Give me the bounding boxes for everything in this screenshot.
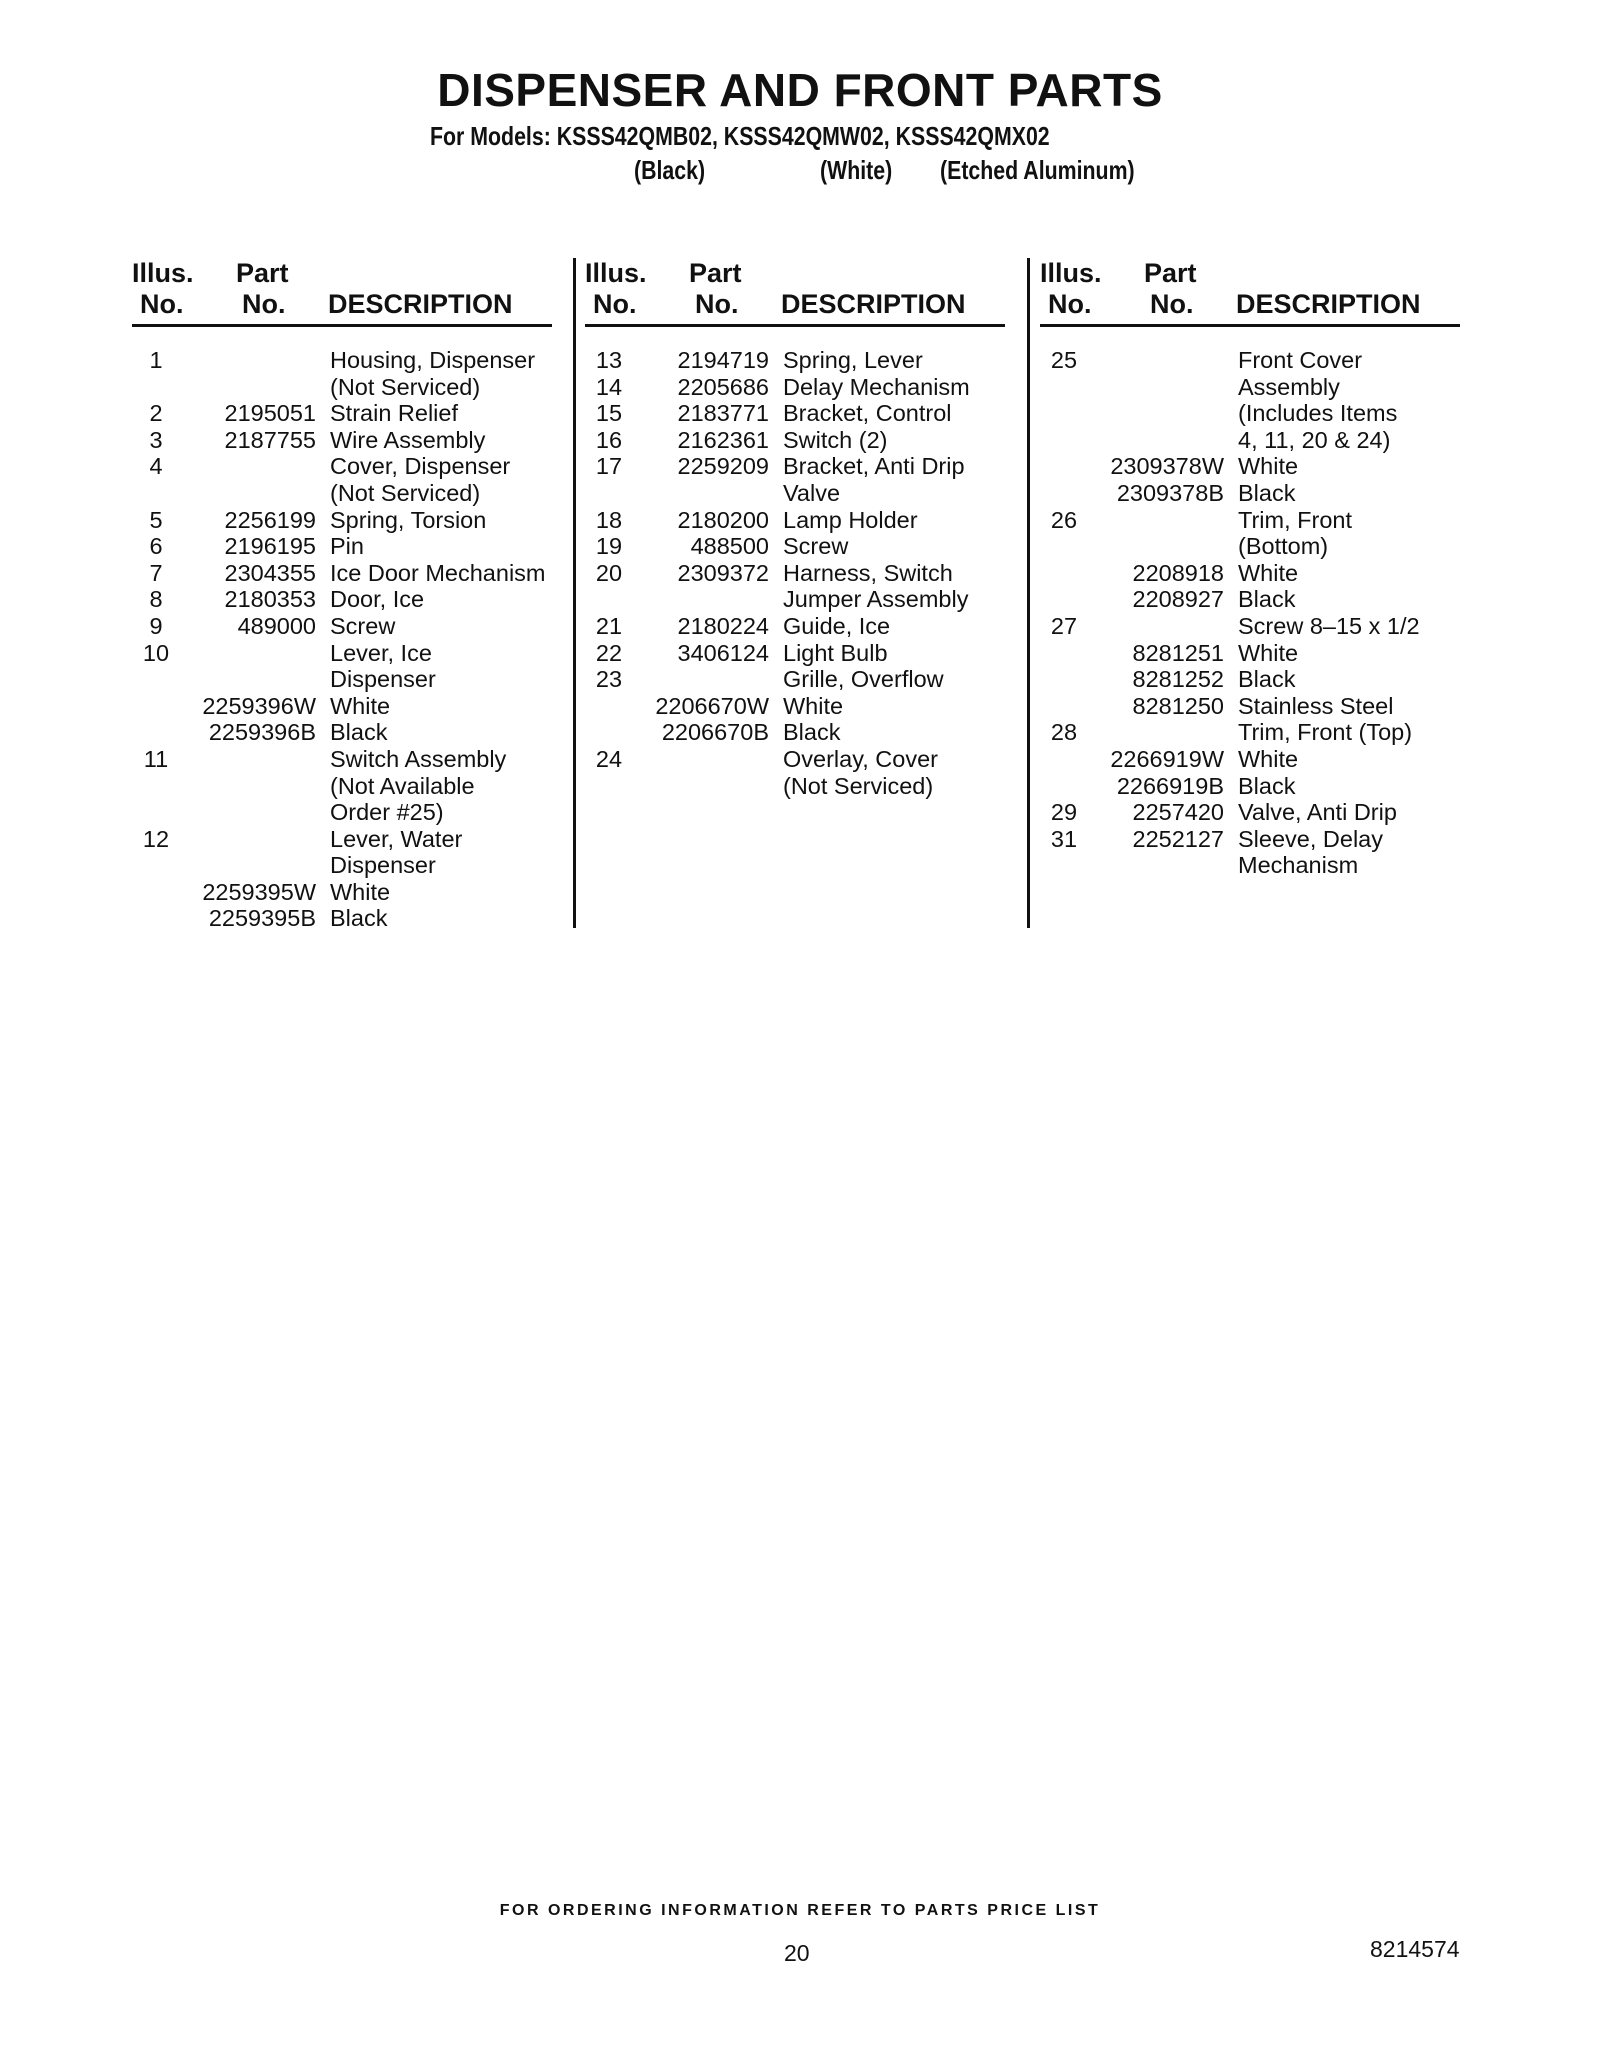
models-subtitle: For Models: KSSS42QMB02, KSSS42QMW02, KSSS42QMX02 <box>430 121 1050 151</box>
table-row <box>132 533 552 560</box>
header-part-no: No. <box>695 289 739 319</box>
part-description: Lamp Holder <box>783 506 918 533</box>
part-number: 2196195 <box>224 533 316 560</box>
part-description: Assembly <box>1238 373 1340 400</box>
table-row <box>585 427 1005 454</box>
illus-number: 24 <box>595 745 623 772</box>
part-description: Screw 8–15 x 1/2 <box>1238 612 1420 639</box>
part-description: Switch (2) <box>783 426 888 453</box>
part-description: Light Bulb <box>783 639 888 666</box>
table-row <box>1040 773 1460 800</box>
table-row <box>585 666 1005 693</box>
part-number: 488500 <box>690 533 769 560</box>
header-part-no: No. <box>242 289 286 319</box>
illus-number: 22 <box>595 639 623 666</box>
illus-number: 17 <box>595 453 623 480</box>
table-row <box>1040 666 1460 693</box>
illus-number: 5 <box>149 506 163 533</box>
part-number: 2180200 <box>677 506 769 533</box>
part-description: Lever, Water <box>330 825 463 852</box>
part-description: Strain Relief <box>330 400 458 427</box>
part-description: Valve, Anti Drip <box>1238 799 1397 826</box>
table-row <box>132 666 552 693</box>
part-description: Door, Ice <box>330 586 425 613</box>
table-row <box>585 613 1005 640</box>
illus-number: 31 <box>1050 825 1078 852</box>
part-description: Black <box>1238 586 1296 613</box>
illus-number: 15 <box>595 400 623 427</box>
illus-number: 10 <box>142 639 170 666</box>
illus-number: 12 <box>142 825 170 852</box>
part-description: Black <box>783 719 841 746</box>
illus-number: 19 <box>595 533 623 560</box>
table-row <box>1040 799 1460 826</box>
part-description: Screw <box>330 612 396 639</box>
part-number: 8281252 <box>1132 666 1224 693</box>
illus-number: 23 <box>595 666 623 693</box>
table-row <box>132 480 552 507</box>
table-row <box>1040 427 1460 454</box>
table-row <box>1040 640 1460 667</box>
part-number: 2259395W <box>202 878 316 905</box>
table-row <box>1040 480 1460 507</box>
table-row <box>1040 347 1460 374</box>
part-description: White <box>330 878 391 905</box>
part-number: 2162361 <box>677 426 769 453</box>
parts-column-3 <box>1040 258 1460 879</box>
part-number: 2259396W <box>202 692 316 719</box>
table-row <box>585 507 1005 534</box>
illus-number: 20 <box>595 559 623 586</box>
column-header <box>1040 258 1460 327</box>
document-number: 8214574 <box>1370 1936 1460 1962</box>
illus-number: 29 <box>1050 799 1078 826</box>
table-row <box>132 746 552 773</box>
part-description: Lever, Ice <box>330 639 432 666</box>
part-number: 2180353 <box>224 586 316 613</box>
table-row <box>585 746 1005 773</box>
part-number: 2259395B <box>208 905 316 932</box>
part-number: 2266919B <box>1116 772 1224 799</box>
part-number: 2309372 <box>677 559 769 586</box>
column-divider <box>573 258 576 928</box>
table-row <box>1040 746 1460 773</box>
part-number: 2206670W <box>655 692 769 719</box>
part-number: 2256199 <box>224 506 316 533</box>
table-row <box>1040 852 1460 879</box>
part-description: Stainless Steel <box>1238 692 1394 719</box>
part-description: Pin <box>330 533 364 560</box>
table-row <box>585 374 1005 401</box>
table-row <box>132 826 552 853</box>
illus-number: 4 <box>149 453 163 480</box>
color-black-label: (Black) <box>634 155 706 185</box>
part-description: Housing, Dispenser <box>330 347 536 373</box>
part-description: (Not Available <box>330 772 475 799</box>
header-description: DESCRIPTION <box>781 289 966 319</box>
table-row <box>585 719 1005 746</box>
part-description: Black <box>1238 666 1296 693</box>
part-description: Wire Assembly <box>330 426 486 453</box>
table-row <box>132 773 552 800</box>
part-description: Mechanism <box>1238 852 1359 879</box>
table-row <box>132 693 552 720</box>
part-number: 2183771 <box>677 400 769 427</box>
part-description: Spring, Torsion <box>330 506 487 533</box>
table-row <box>1040 560 1460 587</box>
illus-number: 11 <box>143 745 169 772</box>
part-description: (Bottom) <box>1238 533 1329 560</box>
header-illus-no: No. <box>593 289 637 319</box>
header-illus-no: No. <box>140 289 184 319</box>
table-row <box>132 613 552 640</box>
part-description: (Not Serviced) <box>330 479 481 506</box>
part-description: Grille, Overflow <box>783 666 944 693</box>
illus-number: 21 <box>595 612 623 639</box>
illus-number: 3 <box>149 426 163 453</box>
table-row <box>132 347 552 374</box>
part-number: 2304355 <box>224 559 316 586</box>
table-row <box>132 879 552 906</box>
illus-number: 8 <box>149 586 163 613</box>
parts-rows <box>132 347 552 932</box>
part-description: Ice Door Mechanism <box>330 559 546 586</box>
part-number: 2187755 <box>224 426 316 453</box>
table-row <box>1040 693 1460 720</box>
illus-number: 28 <box>1050 719 1078 746</box>
header-part-no: No. <box>1150 289 1194 319</box>
part-description: Delay Mechanism <box>783 373 970 400</box>
illus-number: 6 <box>149 533 163 560</box>
illus-number: 1 <box>149 347 163 373</box>
ordering-note: FOR ORDERING INFORMATION REFER TO PARTS PRICE LIST <box>499 1902 1101 1919</box>
table-row <box>585 400 1005 427</box>
part-number: 2309378W <box>1110 453 1224 480</box>
table-row <box>132 453 552 480</box>
table-row <box>132 507 552 534</box>
part-description: 4, 11, 20 & 24) <box>1238 426 1391 453</box>
header-description: DESCRIPTION <box>1236 289 1421 319</box>
model-colors <box>0 154 1600 188</box>
parts-column-2 <box>585 258 1005 799</box>
table-row <box>1040 826 1460 853</box>
illus-number: 25 <box>1050 347 1078 373</box>
part-description: (Includes Items <box>1238 400 1398 427</box>
illus-number: 27 <box>1050 612 1078 639</box>
part-description: Bracket, Control <box>783 400 952 427</box>
part-number: 2257420 <box>1132 799 1224 826</box>
column-header <box>132 258 552 327</box>
table-row <box>585 480 1005 507</box>
illus-number: 18 <box>595 506 623 533</box>
part-description: Dispenser <box>330 666 436 693</box>
table-row <box>1040 613 1460 640</box>
page-title: DISPENSER AND FRONT PARTS <box>437 64 1163 116</box>
part-description: (Not Serviced) <box>783 772 934 799</box>
part-description: White <box>330 692 391 719</box>
color-white-label: (White) <box>820 155 893 185</box>
illus-number: 26 <box>1050 506 1078 533</box>
table-row <box>585 773 1005 800</box>
table-row <box>585 453 1005 480</box>
part-description: Valve <box>783 479 841 506</box>
part-description: Cover, Dispenser <box>330 453 511 480</box>
table-row <box>132 400 552 427</box>
illus-number: 9 <box>149 612 163 639</box>
part-number: 2208918 <box>1132 559 1224 586</box>
part-description: (Not Serviced) <box>330 373 481 400</box>
header-part: Part <box>1144 258 1197 288</box>
part-description: White <box>783 692 844 719</box>
part-description: Trim, Front (Top) <box>1238 719 1413 746</box>
part-number: 3406124 <box>677 639 769 666</box>
part-description: White <box>1238 639 1299 666</box>
parts-rows <box>585 347 1005 799</box>
part-description: Jumper Assembly <box>783 586 969 613</box>
part-description: Dispenser <box>330 852 436 879</box>
table-row <box>1040 533 1460 560</box>
part-description: White <box>1238 745 1299 772</box>
part-description: Screw <box>783 533 849 560</box>
header-part: Part <box>689 258 742 288</box>
part-description: Guide, Ice <box>783 612 891 639</box>
part-number: 489000 <box>237 612 316 639</box>
header-illus-no: No. <box>1048 289 1092 319</box>
table-row <box>132 560 552 587</box>
part-description: Bracket, Anti Drip <box>783 453 965 480</box>
table-row <box>132 719 552 746</box>
part-description: Switch Assembly <box>330 745 507 772</box>
part-number: 2309378B <box>1116 479 1224 506</box>
column-divider <box>1027 258 1030 928</box>
part-description: Sleeve, Delay <box>1238 825 1383 852</box>
part-number: 2195051 <box>224 400 316 427</box>
part-number: 2259396B <box>208 719 316 746</box>
part-description: Black <box>330 905 388 932</box>
part-number: 2208927 <box>1132 586 1224 613</box>
illus-number: 16 <box>595 426 623 453</box>
parts-column-1 <box>132 258 552 932</box>
part-number: 2266919W <box>1110 745 1224 772</box>
part-number: 2180224 <box>677 612 769 639</box>
part-description: Harness, Switch <box>783 559 953 586</box>
part-description: White <box>1238 453 1299 480</box>
part-description: Overlay, Cover <box>783 745 938 772</box>
part-number: 2194719 <box>677 347 769 373</box>
part-number: 2206670B <box>661 719 769 746</box>
table-row <box>132 905 552 932</box>
part-number: 2259209 <box>677 453 769 480</box>
illus-number: 7 <box>149 559 163 586</box>
table-row <box>1040 374 1460 401</box>
table-row <box>132 799 552 826</box>
table-row <box>132 374 552 401</box>
table-row <box>1040 507 1460 534</box>
part-number: 2252127 <box>1132 825 1224 852</box>
table-row <box>132 852 552 879</box>
illus-number: 14 <box>595 373 623 400</box>
table-row <box>585 586 1005 613</box>
illus-number: 13 <box>595 347 623 373</box>
table-row <box>585 693 1005 720</box>
table-row <box>1040 400 1460 427</box>
header-illus: Illus. <box>1040 258 1102 288</box>
illus-number: 2 <box>149 400 163 427</box>
part-description: Order #25) <box>330 799 444 826</box>
table-row <box>132 427 552 454</box>
table-row <box>585 533 1005 560</box>
part-description: White <box>1238 559 1299 586</box>
part-description: Black <box>1238 479 1296 506</box>
table-row <box>585 560 1005 587</box>
part-number: 2205686 <box>677 373 769 400</box>
page-number: 20 <box>784 1940 810 1966</box>
part-description: Trim, Front <box>1238 506 1353 533</box>
part-description: Spring, Lever <box>783 347 923 373</box>
table-row <box>585 347 1005 374</box>
table-row <box>585 640 1005 667</box>
table-row <box>1040 586 1460 613</box>
header-description: DESCRIPTION <box>328 289 513 319</box>
table-row <box>132 586 552 613</box>
table-row <box>132 640 552 667</box>
table-row <box>1040 719 1460 746</box>
part-description: Front Cover <box>1238 347 1363 373</box>
part-description: Black <box>330 719 388 746</box>
part-number: 8281251 <box>1132 639 1224 666</box>
color-etched-label: (Etched Aluminum) <box>940 155 1135 185</box>
parts-rows <box>1040 347 1460 879</box>
header-part: Part <box>236 258 289 288</box>
column-header <box>585 258 1005 327</box>
header-illus: Illus. <box>132 258 194 288</box>
table-row <box>1040 453 1460 480</box>
part-number: 8281250 <box>1132 692 1224 719</box>
part-description: Black <box>1238 772 1296 799</box>
header-illus: Illus. <box>585 258 647 288</box>
